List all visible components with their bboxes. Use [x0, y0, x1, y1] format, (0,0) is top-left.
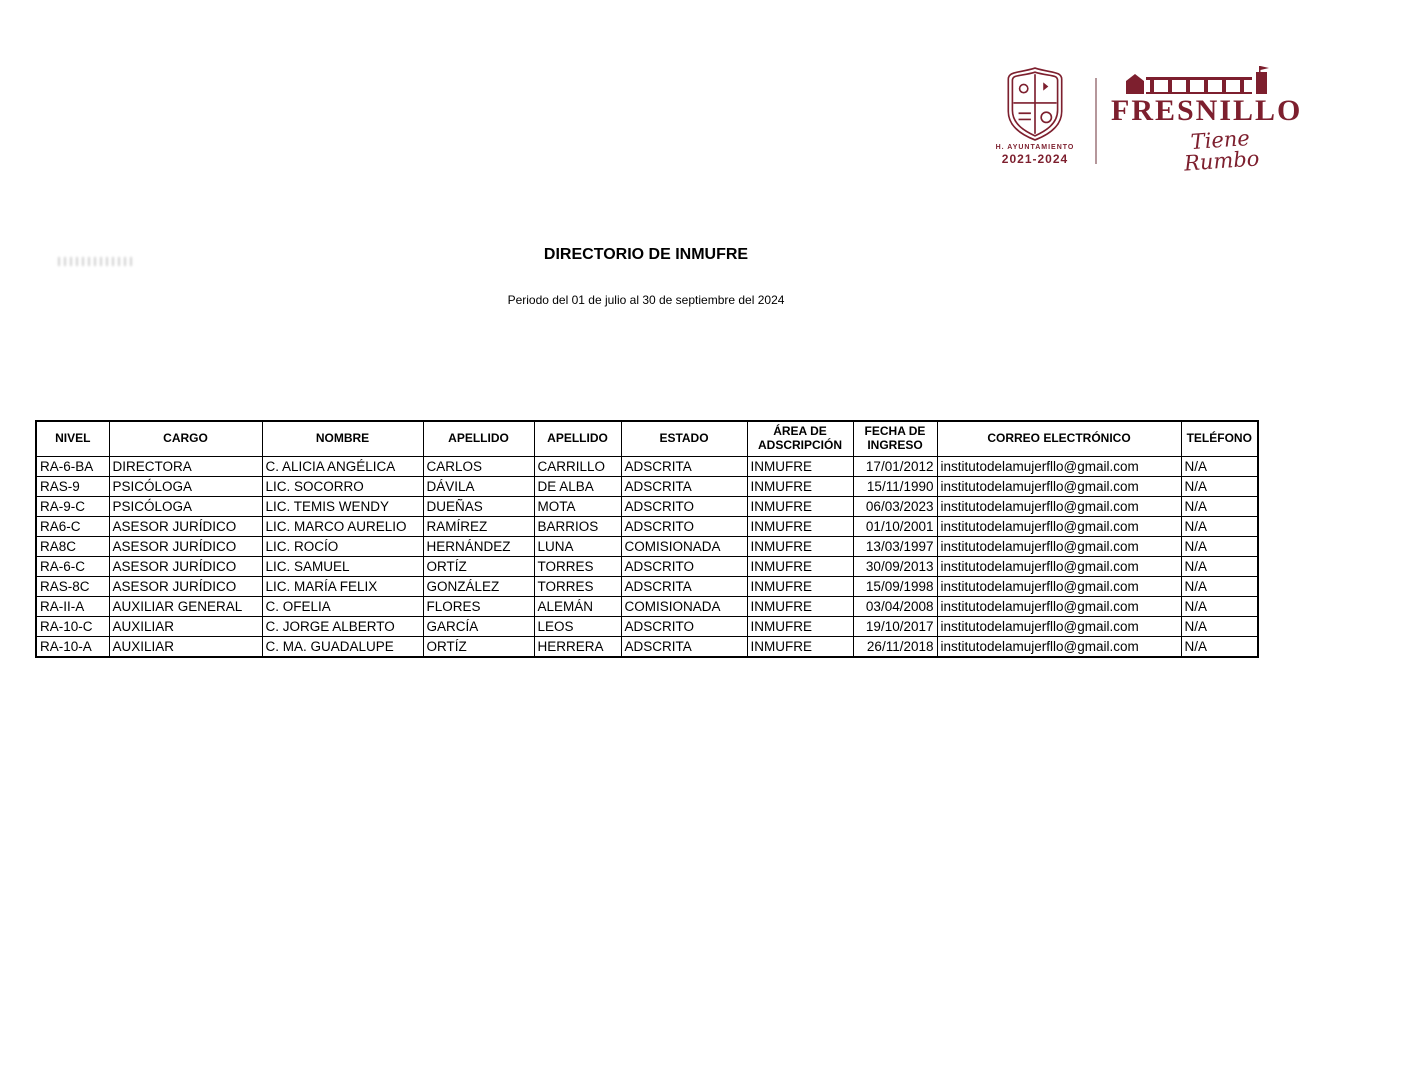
directory-table-wrap: [35, 420, 1257, 658]
table-cell: MOTA: [534, 497, 621, 517]
table-cell: LIC. SOCORRO: [262, 477, 423, 497]
table-cell: ADSCRITO: [621, 517, 747, 537]
page-subtitle: Periodo del 01 de julio al 30 de septiembre del 2024: [507, 293, 785, 307]
column-header: NOMBRE: [262, 421, 423, 457]
table-cell: 26/11/2018: [853, 637, 937, 658]
table-cell: ADSCRITO: [621, 497, 747, 517]
column-header: APELLIDO: [423, 421, 534, 457]
table-cell: ASESOR JURÍDICO: [109, 517, 262, 537]
table-cell: INMUFRE: [747, 617, 853, 637]
table-cell: ASESOR JURÍDICO: [109, 577, 262, 597]
table-cell: GARCÍA: [423, 617, 534, 637]
column-header: NIVEL: [36, 421, 109, 457]
table-cell: N/A: [1181, 557, 1258, 577]
table-cell: 30/09/2013: [853, 557, 937, 577]
table-cell: N/A: [1181, 637, 1258, 658]
table-cell: PSICÓLOGA: [109, 477, 262, 497]
fresnillo-wordmark: FRESNILLO: [1111, 94, 1303, 127]
table-row: [36, 537, 1258, 557]
table-cell: 17/01/2012: [853, 457, 937, 477]
table-cell: 15/11/1990: [853, 477, 937, 497]
table-cell: 06/03/2023: [853, 497, 937, 517]
table-cell: INMUFRE: [747, 517, 853, 537]
column-header: APELLIDO: [534, 421, 621, 457]
table-cell: INMUFRE: [747, 537, 853, 557]
table-cell: DUEÑAS: [423, 497, 534, 517]
table-cell: RA-10-C: [36, 617, 109, 637]
table-cell: BARRIOS: [534, 517, 621, 537]
table-cell: 01/10/2001: [853, 517, 937, 537]
table-cell: C. JORGE ALBERTO: [262, 617, 423, 637]
table-cell: LUNA: [534, 537, 621, 557]
table-cell: ADSCRITA: [621, 577, 747, 597]
crest-icon: [985, 66, 1085, 142]
table-cell: DIRECTORA: [109, 457, 262, 477]
table-cell: C. ALICIA ANGÉLICA: [262, 457, 423, 477]
table-cell: RA-10-A: [36, 637, 109, 658]
table-cell: N/A: [1181, 477, 1258, 497]
table-cell: AUXILIAR: [109, 617, 262, 637]
table-cell: N/A: [1181, 517, 1258, 537]
table-cell: LIC. ROCÍO: [262, 537, 423, 557]
header-row: [36, 421, 1258, 457]
table-cell: N/A: [1181, 597, 1258, 617]
table-cell: institutodelamujerfllo@gmail.com: [937, 557, 1181, 577]
table-cell: AUXILIAR GENERAL: [109, 597, 262, 617]
table-cell: institutodelamujerfllo@gmail.com: [937, 457, 1181, 477]
logo-divider: [1095, 78, 1097, 164]
table-cell: RAS-9: [36, 477, 109, 497]
table-cell: N/A: [1181, 577, 1258, 597]
fresnillo-brand: [1111, 66, 1303, 176]
table-cell: ASESOR JURÍDICO: [109, 557, 262, 577]
table-row: [36, 637, 1258, 658]
table-cell: DE ALBA: [534, 477, 621, 497]
table-cell: RA-9-C: [36, 497, 109, 517]
table-cell: RA6-C: [36, 517, 109, 537]
table-cell: 13/03/1997: [853, 537, 937, 557]
table-cell: COMISIONADA: [621, 597, 747, 617]
table-cell: INMUFRE: [747, 457, 853, 477]
table-row: [36, 617, 1258, 637]
table-cell: 03/04/2008: [853, 597, 937, 617]
table-cell: institutodelamujerfllo@gmail.com: [937, 497, 1181, 517]
column-header: CORREO ELECTRÓNICO: [937, 421, 1181, 457]
table-row: [36, 597, 1258, 617]
table-row: [36, 497, 1258, 517]
table-cell: LIC. MARÍA FELIX: [262, 577, 423, 597]
building-silhouette-icon: [1111, 66, 1291, 94]
header-logo-block: [985, 66, 1303, 176]
table-cell: INMUFRE: [747, 557, 853, 577]
table-cell: institutodelamujerfllo@gmail.com: [937, 637, 1181, 658]
column-header: ESTADO: [621, 421, 747, 457]
municipal-crest: [985, 66, 1085, 166]
table-row: [36, 517, 1258, 537]
table-cell: 15/09/1998: [853, 577, 937, 597]
table-cell: N/A: [1181, 537, 1258, 557]
table-cell: C. OFELIA: [262, 597, 423, 617]
table-cell: institutodelamujerfllo@gmail.com: [937, 597, 1181, 617]
table-cell: INMUFRE: [747, 597, 853, 617]
table-cell: RA-6-BA: [36, 457, 109, 477]
table-cell: ADSCRITA: [621, 457, 747, 477]
table-cell: institutodelamujerfllo@gmail.com: [937, 577, 1181, 597]
table-cell: institutodelamujerfllo@gmail.com: [937, 617, 1181, 637]
fresnillo-tagline: Tiene Rumbo: [1183, 125, 1261, 176]
table-cell: COMISIONADA: [621, 537, 747, 557]
table-cell: ADSCRITA: [621, 477, 747, 497]
table-cell: PSICÓLOGA: [109, 497, 262, 517]
table-cell: LIC. TEMIS WENDY: [262, 497, 423, 517]
table-cell: ALEMÁN: [534, 597, 621, 617]
table-cell: RA-6-C: [36, 557, 109, 577]
table-cell: AUXILIAR: [109, 637, 262, 658]
table-cell: LIC. SAMUEL: [262, 557, 423, 577]
table-cell: LEOS: [534, 617, 621, 637]
table-cell: RAMÍREZ: [423, 517, 534, 537]
table-cell: INMUFRE: [747, 477, 853, 497]
table-cell: CARLOS: [423, 457, 534, 477]
table-cell: FLORES: [423, 597, 534, 617]
table-cell: RAS-8C: [36, 577, 109, 597]
table-cell: TORRES: [534, 577, 621, 597]
table-cell: LIC. MARCO AURELIO: [262, 517, 423, 537]
table-cell: institutodelamujerfllo@gmail.com: [937, 517, 1181, 537]
table-cell: N/A: [1181, 497, 1258, 517]
table-cell: INMUFRE: [747, 637, 853, 658]
table-cell: ADSCRITA: [621, 637, 747, 658]
table-cell: C. MA. GUADALUPE: [262, 637, 423, 658]
table-row: [36, 477, 1258, 497]
table-row: [36, 457, 1258, 477]
page-title: DIRECTORIO DE INMUFRE: [543, 246, 749, 263]
table-cell: HERRERA: [534, 637, 621, 658]
crest-caption: H. AYUNTAMIENTO: [995, 144, 1075, 151]
table-cell: INMUFRE: [747, 497, 853, 517]
table-cell: INMUFRE: [747, 577, 853, 597]
table-cell: N/A: [1181, 457, 1258, 477]
table-cell: RA-II-A: [36, 597, 109, 617]
table-cell: RA8C: [36, 537, 109, 557]
table-cell: 19/10/2017: [853, 617, 937, 637]
column-header: TELÉFONO: [1181, 421, 1258, 457]
table-cell: institutodelamujerfllo@gmail.com: [937, 477, 1181, 497]
table-cell: ADSCRITO: [621, 617, 747, 637]
table-cell: TORRES: [534, 557, 621, 577]
column-header: FECHA DE INGRESO: [853, 421, 937, 457]
table-cell: ASESOR JURÍDICO: [109, 537, 262, 557]
directory-table: [35, 420, 1259, 658]
table-cell: institutodelamujerfllo@gmail.com: [937, 537, 1181, 557]
column-header: ÁREA DE ADSCRIPCIÓN: [747, 421, 853, 457]
crest-years: 2021-2024: [1001, 152, 1069, 166]
table-row: [36, 577, 1258, 597]
table-cell: DÁVILA: [423, 477, 534, 497]
table-cell: ORTÍZ: [423, 637, 534, 658]
table-cell: N/A: [1181, 617, 1258, 637]
table-cell: GONZÁLEZ: [423, 577, 534, 597]
table-cell: HERNÁNDEZ: [423, 537, 534, 557]
table-cell: ORTÍZ: [423, 557, 534, 577]
table-cell: CARRILLO: [534, 457, 621, 477]
column-header: CARGO: [109, 421, 262, 457]
table-row: [36, 557, 1258, 577]
table-cell: ADSCRITO: [621, 557, 747, 577]
